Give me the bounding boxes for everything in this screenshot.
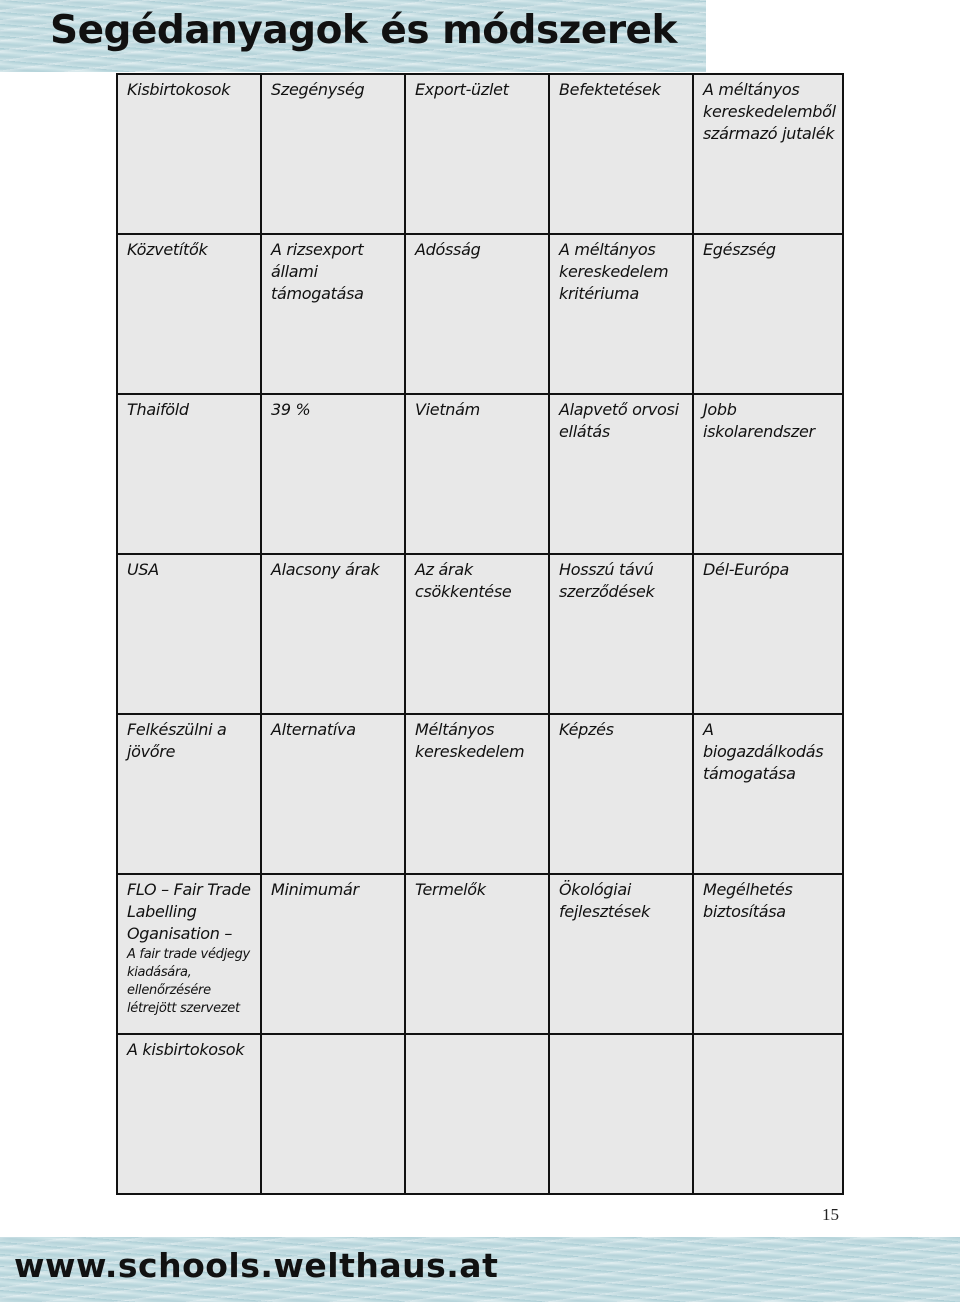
table-row	[117, 1034, 843, 1194]
cell-text: USA	[127, 560, 159, 579]
cell-text: 39 %	[271, 400, 311, 419]
cell-text: Megélhetés biztosítása	[703, 880, 793, 921]
footer-banner	[0, 1237, 960, 1302]
cell-text: Vietnám	[415, 400, 480, 419]
grid-cell	[261, 74, 405, 234]
grid-cell	[405, 554, 549, 714]
cell-text: Alternatíva	[271, 720, 356, 739]
grid-cell	[549, 874, 693, 1034]
page-title: Segédanyagok és módszerek	[50, 8, 677, 53]
grid-cell	[261, 714, 405, 874]
grid-cell	[261, 234, 405, 394]
cell-text: Képzés	[559, 720, 614, 739]
cell-text: Felkészülni a jövőre	[127, 720, 227, 761]
footer-url: www.schools.welthaus.at	[14, 1246, 499, 1285]
cell-text: A biogazdálkodás támogatása	[703, 720, 824, 783]
grid-cell	[693, 234, 843, 394]
table-row	[117, 74, 843, 234]
table-row	[117, 234, 843, 394]
flo-note: A fair trade védjegy kiadására, ellenőrzésére létrejött szervezet	[127, 947, 250, 1016]
cell-text: Alacsony árak	[271, 560, 380, 579]
grid-cell	[693, 74, 843, 234]
cell-text: Dél-Európa	[703, 560, 789, 579]
grid-cell	[549, 1034, 693, 1194]
cell-text: Termelők	[415, 880, 486, 899]
table-row	[117, 394, 843, 554]
grid-cell	[693, 1034, 843, 1194]
cell-text: Befektetések	[559, 80, 661, 99]
cell-text: A méltányos kereskedelem kritériuma	[559, 240, 669, 303]
cell-text: Közvetítők	[127, 240, 208, 259]
cell-text: Egészség	[703, 240, 776, 259]
cell-text: Kisbirtokosok	[127, 80, 231, 99]
grid-cell	[405, 714, 549, 874]
cell-text: A méltányos kereskedelemből származó jutalék	[703, 80, 836, 143]
grid-cell	[117, 394, 261, 554]
table-row	[117, 714, 843, 874]
grid-cell	[261, 1034, 405, 1194]
cell-text: Szegénység	[271, 80, 365, 99]
cell-text: Jobb iskolarendszer	[703, 400, 815, 441]
cell-text: Minimumár	[271, 880, 359, 899]
cell-text: Alapvető orvosi ellátás	[559, 400, 679, 441]
grid-cell	[693, 874, 843, 1034]
grid-cell	[693, 394, 843, 554]
cell-text: Hosszú távú szerződések	[559, 560, 655, 601]
grid-cell	[117, 874, 261, 1034]
cell-text: Thaiföld	[127, 400, 189, 419]
grid-cell	[261, 394, 405, 554]
grid-cell	[405, 874, 549, 1034]
word-card-grid	[116, 73, 844, 1195]
grid-cell	[549, 714, 693, 874]
grid-cell	[117, 234, 261, 394]
grid-cell	[693, 714, 843, 874]
table-row	[117, 874, 843, 1034]
grid-cell	[405, 1034, 549, 1194]
cell-text: Export-üzlet	[415, 80, 509, 99]
grid-cell	[117, 554, 261, 714]
cell-text: A kisbirtokosok	[127, 1040, 245, 1059]
cell-text: Ökológiai fejlesztések	[559, 880, 650, 921]
grid-cell	[261, 874, 405, 1034]
grid-cell	[117, 714, 261, 874]
cell-text: A rizsexport állami támogatása	[271, 240, 364, 303]
cell-text: Adósság	[415, 240, 481, 259]
grid-cell	[693, 554, 843, 714]
grid-cell	[261, 554, 405, 714]
grid-cell	[405, 74, 549, 234]
page-number: 15	[822, 1205, 839, 1224]
grid-cell	[117, 74, 261, 234]
table-row	[117, 554, 843, 714]
grid-cell	[549, 394, 693, 554]
grid-cell	[549, 74, 693, 234]
grid-cell	[117, 1034, 261, 1194]
cell-text: Méltányos kereskedelem	[415, 720, 525, 761]
header-banner	[0, 0, 706, 72]
grid-cell	[549, 554, 693, 714]
grid-cell	[549, 234, 693, 394]
cell-text: FLO – Fair Trade Labelling Oganisation –	[127, 880, 251, 943]
grid-cell	[405, 394, 549, 554]
grid-cell	[405, 234, 549, 394]
cell-text: Az árak csökkentése	[415, 560, 512, 601]
